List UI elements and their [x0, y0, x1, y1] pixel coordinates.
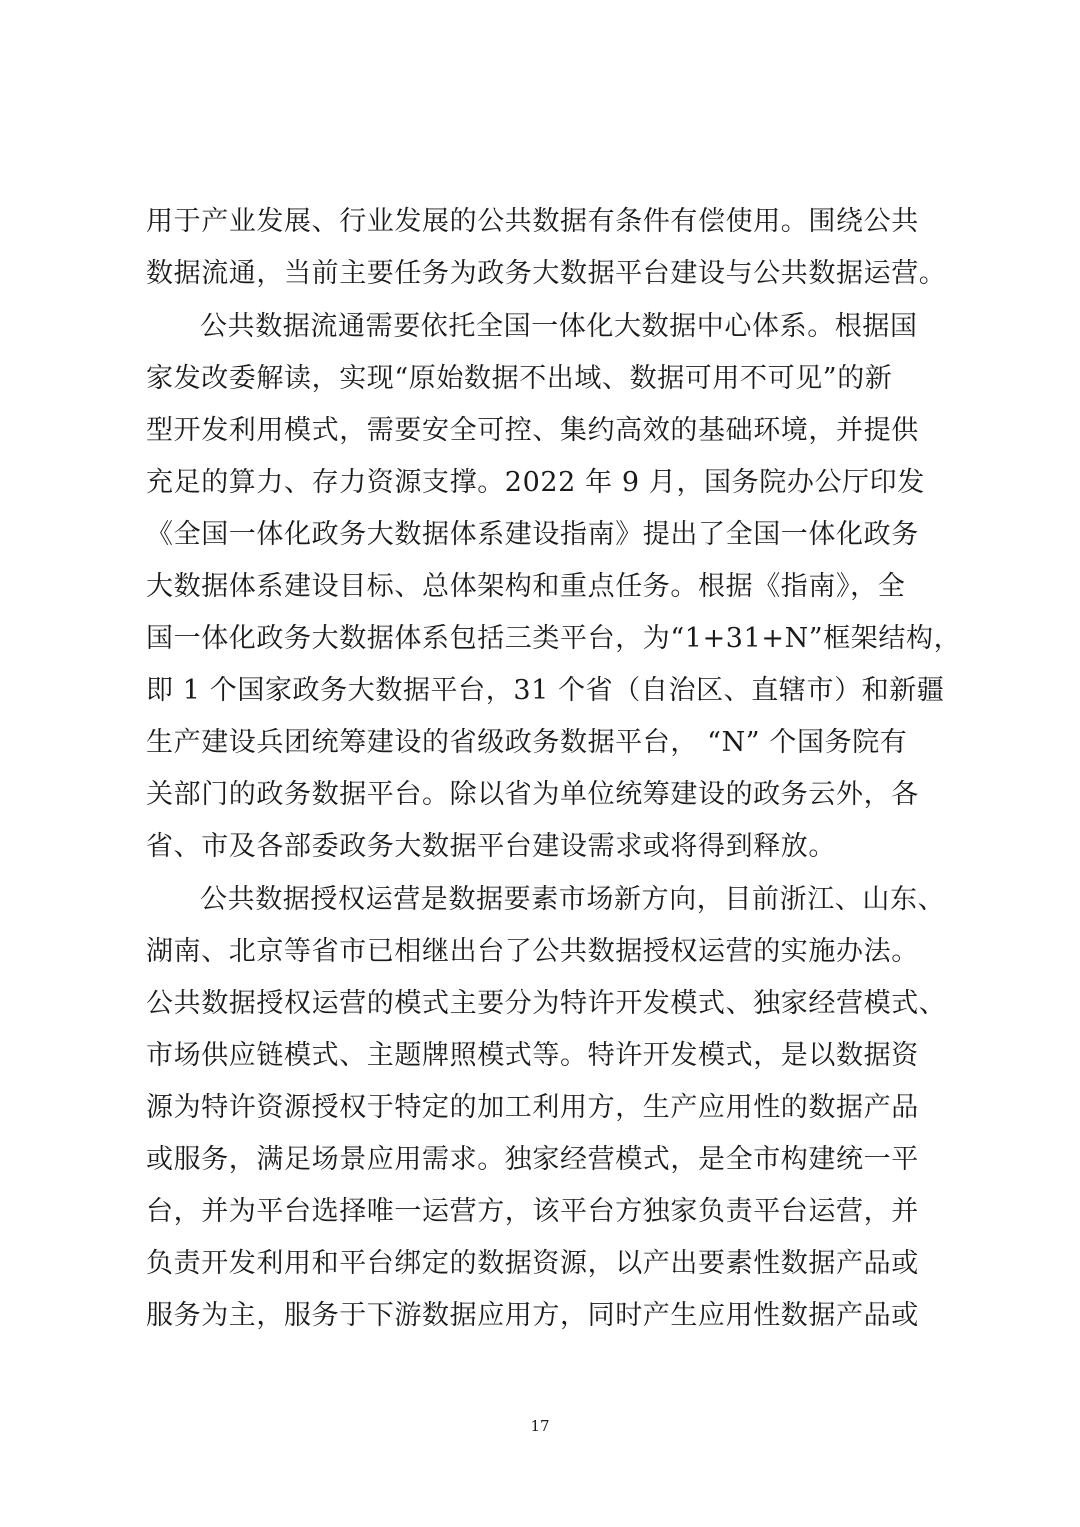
text-line: 源为特许资源授权于特定的加工利用方，生产应用性的数据产品	[146, 1092, 919, 1123]
text-line: 生产建设兵团统筹建设的省级政务数据平台， “N” 个国务院有	[146, 727, 908, 758]
text-line: 市场供应链模式、主题牌照模式等。特许开发模式，是以数据资	[146, 1040, 919, 1071]
text-line: 家发改委解读，实现“原始数据不出域、数据可用不可见”的新	[146, 363, 893, 394]
page-number: 17	[530, 1417, 550, 1435]
paragraph-first-line: 公共数据授权运营是数据要素市场新方向，目前浙江、山东、	[200, 884, 946, 915]
text-line: 型开发利用模式，需要安全可控、集约高效的基础环境，并提供	[146, 415, 919, 446]
text-line: 数据流通，当前主要任务为政务大数据平台建设与公共数据运营。	[146, 258, 947, 289]
text-line: 大数据体系建设目标、总体架构和重点任务。根据《指南》，全	[146, 571, 906, 602]
text-line: 关部门的政务数据平台。除以省为单位统筹建设的政务云外，各	[146, 779, 919, 810]
text-line: 省、市及各部委政务大数据平台建设需求或将得到释放。	[146, 831, 836, 862]
text-line: 用于产业发展、行业发展的公共数据有条件有偿使用。围绕公共	[146, 206, 919, 237]
text-line: 国一体化政务大数据体系包括三类平台，为“1+31+N”框架结构，	[146, 623, 962, 654]
paragraph-first-line: 公共数据流通需要依托全国一体化大数据中心体系。根据国	[200, 311, 918, 342]
text-line: 负责开发利用和平台绑定的数据资源，以产出要素性数据产品或	[146, 1248, 919, 1279]
text-line: 台，并为平台选择唯一运营方，该平台方独家负责平台运营，并	[146, 1196, 919, 1227]
text-line: 服务为主，服务于下游数据应用方，同时产生应用性数据产品或	[146, 1300, 919, 1331]
text-line: 《全国一体化政务大数据体系建设指南》提出了全国一体化政务	[146, 519, 919, 550]
text-line: 湖南、北京等省市已相继出台了公共数据授权运营的实施办法。	[146, 936, 919, 967]
text-line: 充足的算力、存力资源支撑。2022 年 9 月，国务院办公厅印发	[146, 467, 925, 498]
text-line: 即 1 个国家政务大数据平台，31 个省（自治区、直辖市）和新疆	[146, 675, 945, 706]
text-line: 公共数据授权运营的模式主要分为特许开发模式、独家经营模式、	[146, 988, 947, 1019]
text-line: 或服务，满足场景应用需求。独家经营模式，是全市构建统一平	[146, 1144, 919, 1175]
